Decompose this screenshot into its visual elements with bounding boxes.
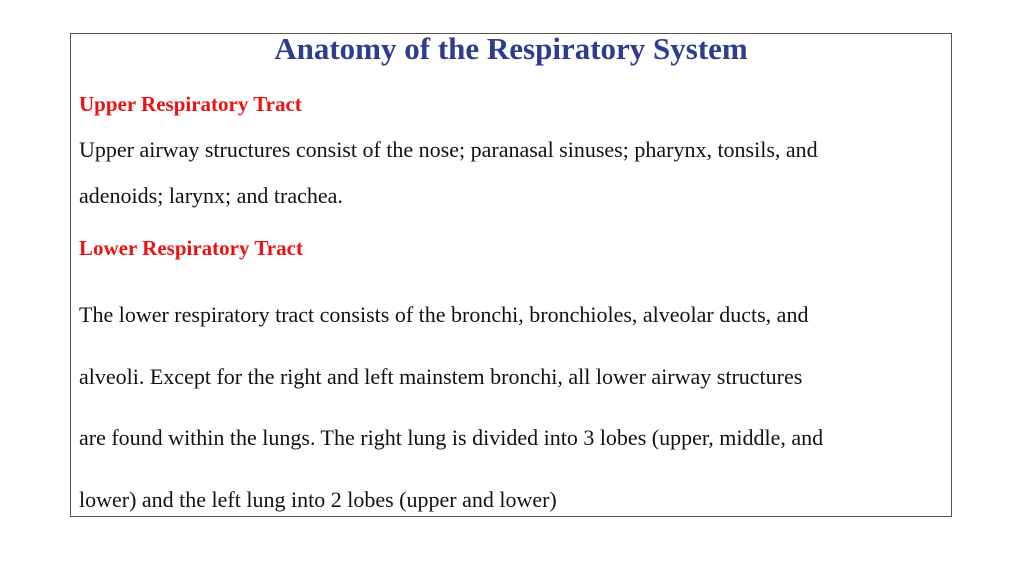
paragraph-line: The lower respiratory tract consists of the bronchi, bronchioles, alveolar ducts, and [79,302,809,327]
page-title: Anatomy of the Respiratory System [274,31,748,66]
paragraph-line: adenoids; larynx; and trachea. [79,183,343,208]
paragraph-line: lower) and the left lung into 2 lobes (upper and lower) [79,487,557,512]
paragraph-line: alveoli. Except for the right and left mainstem bronchi, all lower airway structures [79,364,803,389]
paragraph-line: are found within the lungs. The right lung is divided into 3 lobes (upper, middle, and [79,425,824,450]
paragraph-line: Upper airway structures consist of the nose; paranasal sinuses; pharynx, tonsils, and [79,137,818,162]
upper-tract-heading: Upper Respiratory Tract [79,92,302,116]
lower-tract-heading: Lower Respiratory Tract [79,236,303,260]
content-box [70,33,952,517]
